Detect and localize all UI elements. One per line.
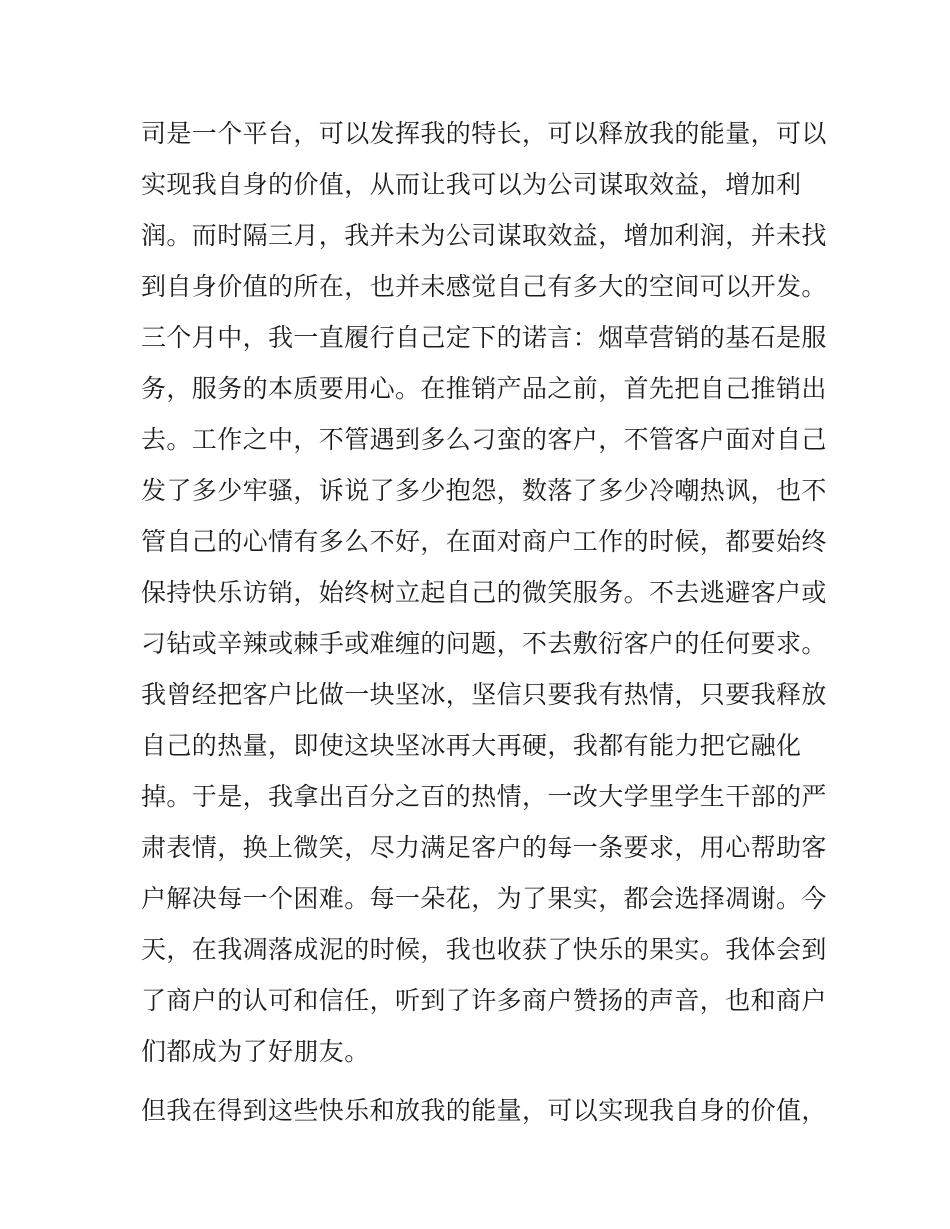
- text-line: 了商户的认可和信任，听到了许多商户赞扬的声音，也和商户: [141, 986, 827, 1015]
- body-text: [141, 108, 827, 1136]
- text-line: 刁钻或辛辣或棘手或难缠的问题，不去敷衍客户的任何要求。: [141, 629, 827, 658]
- text-line: 务，服务的本质要用心。在推销产品之前，首先把自己推销出: [141, 374, 827, 403]
- text-line: 发了多少牢骚，诉说了多少抱怨，数落了多少冷嘲热讽，也不: [141, 476, 827, 505]
- text-line: 去。工作之中，不管遇到多么刁蛮的客户，不管客户面对自己: [141, 425, 827, 454]
- text-line: 自己的热量，即使这块坚冰再大再硬，我都有能力把它融化: [141, 731, 802, 760]
- text-line: 户解决每一个困难。每一朵花，为了果实，都会选择凋谢。今: [141, 884, 827, 913]
- text-line: 润。而时隔三月，我并未为公司谋取效益，增加利润，并未找: [141, 221, 827, 250]
- text-line: 天，在我凋落成泥的时候，我也收获了快乐的果实。我体会到: [141, 935, 827, 964]
- text-line: 实现我自身的价值，从而让我可以为公司谋取效益，增加利: [141, 170, 802, 199]
- text-line: 到自身价值的所在，也并未感觉自己有多大的空间可以开发。: [141, 272, 827, 301]
- text-line: 肃表情，换上微笑，尽力满足客户的每一条要求，用心帮助客: [141, 833, 827, 862]
- text-line: 我曾经把客户比做一块坚冰，坚信只要我有热情，只要我释放: [141, 680, 827, 709]
- text-line: 但我在得到这些快乐和放我的能量，可以实现我自身的价值，: [141, 1096, 827, 1125]
- text-line: 管自己的心情有多么不好，在面对商户工作的时候，都要始终: [141, 527, 827, 556]
- text-line: 三个月中，我一直履行自己定下的诺言：烟草营销的基石是服: [141, 323, 827, 352]
- text-line: 们都成为了好朋友。: [141, 1037, 370, 1066]
- text-line: 保持快乐访销，始终树立起自己的微笑服务。不去逃避客户或: [141, 578, 827, 607]
- text-line: 掉。于是，我拿出百分之百的热情，一改大学里学生干部的严: [141, 782, 827, 811]
- text-line: 司是一个平台，可以发挥我的特长，可以释放我的能量，可以: [141, 119, 827, 148]
